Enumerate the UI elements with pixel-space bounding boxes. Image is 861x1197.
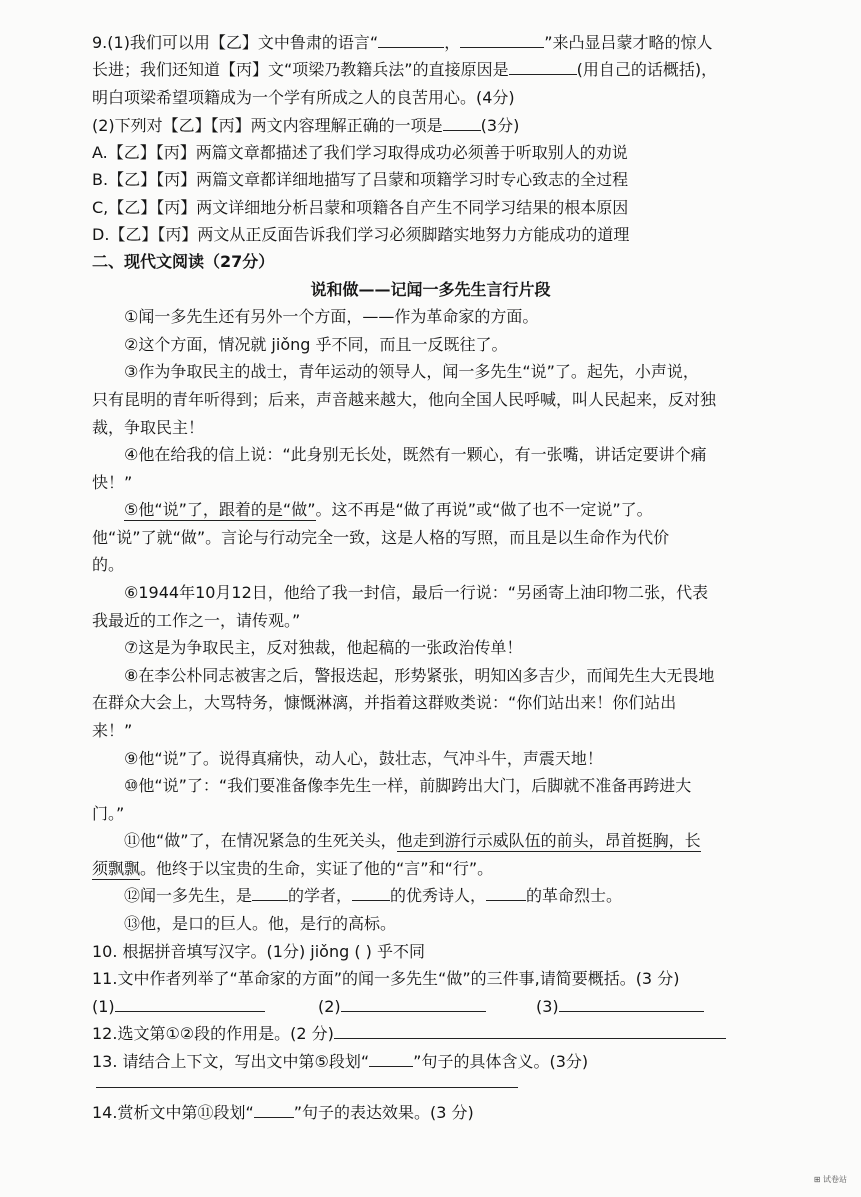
q11-answer-row: (3) [536,997,704,1017]
q11-answer-row: (1) [92,997,265,1017]
q9-part1-line3: 明白项梁希望项籍成为一个学有所成之人的良苦用心。(4分) [92,88,515,107]
question-10: 10. 根据拼音填写汉字。(1分) jiǒng ( ) 乎不同 [92,942,426,961]
q9-option-b[interactable]: B.【乙】【丙】两篇文章都详细地描写了吕蒙和项籍学习时专心致志的全过程 [92,170,629,189]
paragraph-8-line: 在群众大会上，大骂特务，慷慨淋漓，并指着这群败类说：“你们站出来！你们站出 [92,693,677,712]
paragraph-2: ②这个方面，情况就 jiǒng 乎不同，而且一反既往了。 [124,335,508,354]
q9-part2: (2)下列对【乙】【丙】两文内容理解正确的一项是 (3分) [92,116,520,135]
q9-option-c[interactable]: C,【乙】【丙】两文详细地分析吕蒙和项籍各自产生不同学习结果的根本原因 [92,198,629,217]
paragraph-6-line: ⑥1944年10月12日，他给了我一封信，最后一行说：“另函寄上油印物二张，代表 [124,583,709,602]
paragraph-8-line: 来！” [92,721,133,740]
answer-line[interactable] [96,1087,518,1088]
paragraph-13: ⑬他，是口的巨人。他，是行的高标。 [124,914,397,933]
answer-blank[interactable] [443,116,481,131]
answer-blank[interactable] [559,997,704,1012]
passage-title: 说和做——记闻一多先生言行片段 [310,280,551,299]
paragraph-11-line: ⑪他“做”了，在情况紧急的生死关头，他走到游行示威队伍的前头，昂首挺胸，长 [124,831,701,850]
paragraph-3-line: 裁，争取民主！ [92,418,205,437]
paragraph-7: ⑦这是为争取民主，反对独裁，他起稿的一张政治传单！ [124,638,523,657]
paragraph-8-line: ⑧在李公朴同志被害之后，警报迭起，形势紧张，明知凶多吉少，而闻先生大无畏地 [124,666,715,685]
answer-blank [369,1052,413,1067]
answer-blank[interactable] [509,60,577,75]
question-14: 14.赏析文中第⑪段划“ ”句子的表达效果。(3 分) [92,1103,474,1122]
q9-part1-line2: 长进；我们还知道【丙】文“项梁乃教籍兵法”的直接原因是 (用自己的话概括)， [92,60,718,79]
watermark: ⊞ 试卷站 [813,1175,847,1184]
question-11: 11.文中作者列举了“革命家的方面”的闻一多先生“做”的三件事,请简要概括。(3 分) [92,969,680,988]
underlined-sentence: 他走到游行示威队伍的前头，昂首挺胸，长 [396,831,701,850]
q9-option-d[interactable]: D.【乙】【丙】两文从正反面告诉我们学习必须脚踏实地努力方能成功的道理 [92,225,630,244]
paragraph-3-line: ③作为争取民主的战士，青年运动的领导人，闻一多先生“说”了。起先，小声说， [124,362,699,381]
paragraph-3-line: 只有昆明的青年听得到；后来，声音越来越大，他向全国人民呼喊，叫人民起来，反对独 [92,390,717,409]
q9-option-a[interactable]: A.【乙】【丙】两篇文章都描述了我们学习取得成功必须善于听取别人的劝说 [92,143,628,162]
q11-answer-row: (2) [318,997,486,1017]
question-12: 12.选文第①②段的作用是。(2 分) [92,1024,726,1044]
paragraph-4-line: 快！” [92,473,133,492]
paragraph-6-line: 我最近的工作之一，请传观。” [92,611,301,630]
answer-blank[interactable] [115,997,265,1012]
paragraph-11-line: 须飘飘。他终于以宝贵的生命，实证了他的“言”和“行”。 [92,859,494,878]
answer-blank[interactable] [334,1024,726,1039]
paragraph-12: ⑫闻一多先生，是 的学者， 的优秀诗人， 的革命烈士。 [124,886,623,905]
paragraph-5-line: 他“说”了就“做”。言论与行动完全一致，这是人格的写照，而且是以生命作为代价 [92,528,670,547]
answer-blank[interactable] [378,33,444,48]
question-13: 13. 请结合上下文，写出文中第⑤段划“ ”句子的具体含义。(3分) [92,1052,589,1071]
answer-blank[interactable] [341,997,486,1012]
paragraph-5-line: ⑤他“说”了，跟着的是“做”。这不再是“做了再说”或“做了也不一定说”了。 [124,500,653,519]
answer-blank [254,1103,294,1118]
underlined-sentence: 须飘飘 [92,859,141,878]
paragraph-10-line: ⑩他“说”了：“我们要准备像李先生一样，前脚跨出大门，后脚就不准备再跨进大 [124,776,692,795]
paragraph-9: ⑨他“说”了。说得真痛快，动人心，鼓壮志，气冲斗牛，声震天地！ [124,749,603,768]
underlined-sentence: ⑤他“说”了，跟着的是“做” [124,500,316,519]
paragraph-10-line: 门。” [92,804,125,823]
answer-blank[interactable] [486,886,526,901]
paragraph-5-line: 的。 [92,555,125,574]
q9-part1-line1: 9.(1)我们可以用【乙】文中鲁肃的语言“ ， ”来凸显吕蒙才略的惊人 [92,33,713,52]
answer-blank[interactable] [460,33,544,48]
section-heading: 二、现代文阅读（27分） [92,252,275,271]
paragraph-4-line: ④他在给我的信上说：“此身别无长处，既然有一颗心，有一张嘴，讲话定要讲个痛 [124,445,707,464]
answer-blank[interactable] [352,886,390,901]
answer-blank[interactable] [252,886,288,901]
paragraph-1: ①闻一多先生还有另外一个方面，——作为革命家的方面。 [124,307,539,326]
